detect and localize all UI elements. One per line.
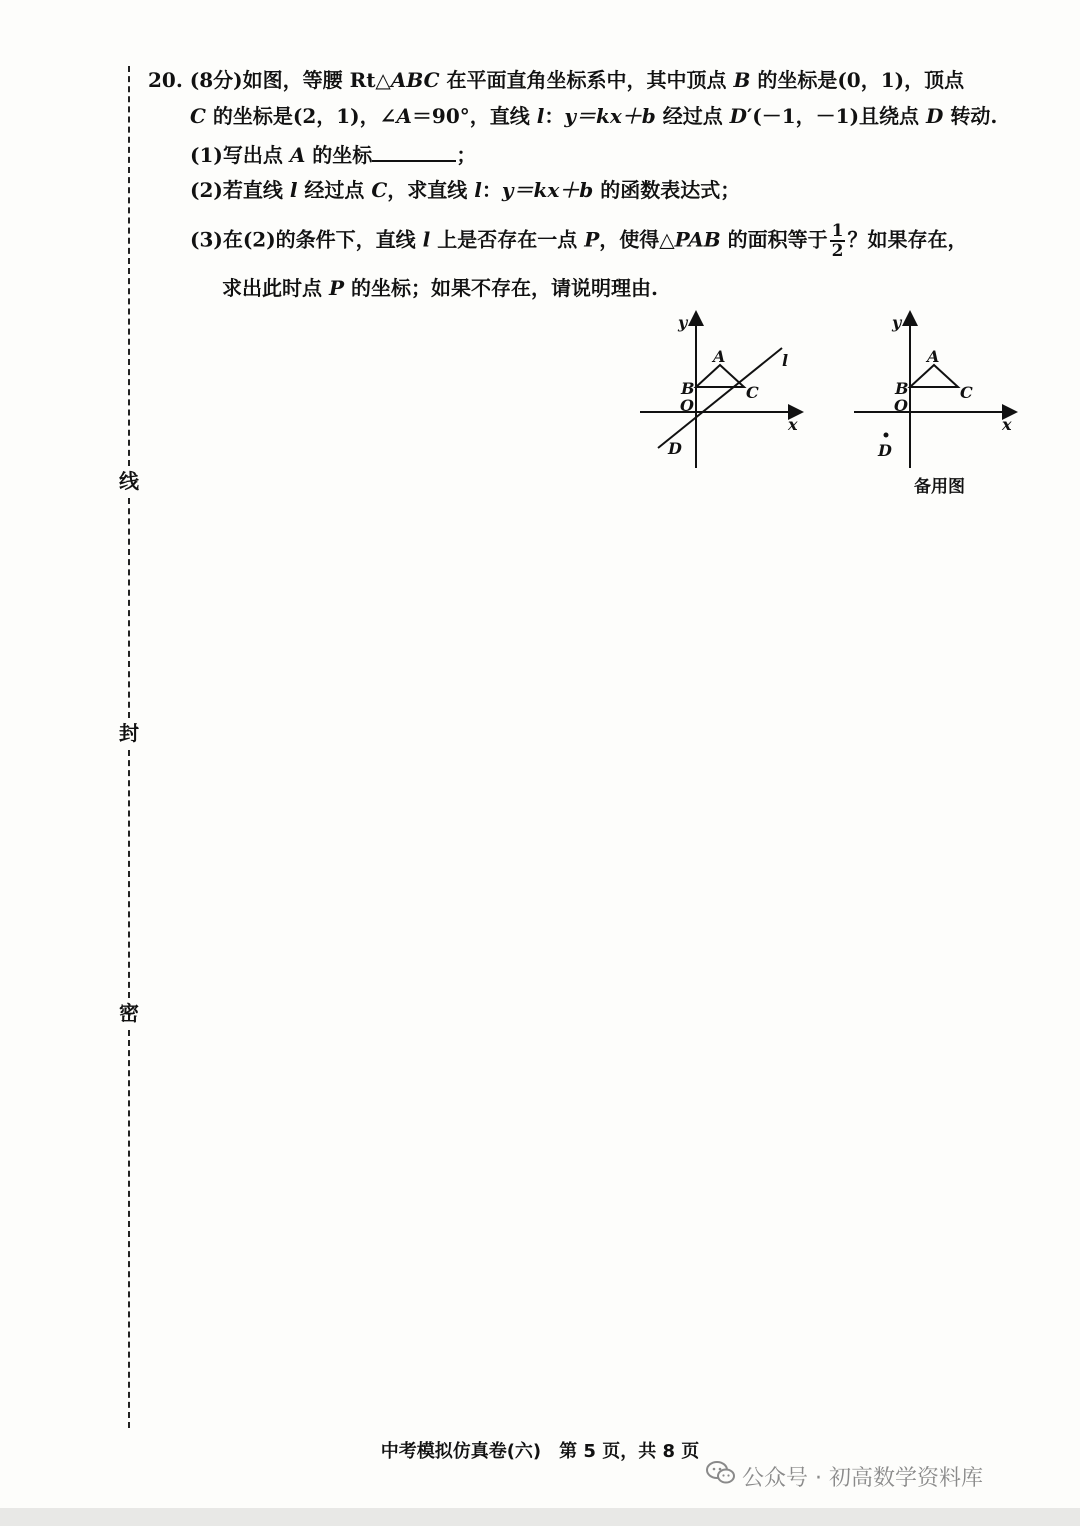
- question-number: 20.: [148, 68, 183, 92]
- label-b: B: [681, 379, 695, 398]
- triangle-abc: [910, 365, 958, 387]
- question-part-1: (1)写出点 A 的坐标 ；: [190, 140, 476, 169]
- binding-dashed-line: [128, 1030, 130, 1428]
- figure-1: [636, 310, 816, 470]
- binding-char-feng: 封: [116, 720, 142, 746]
- binding-dashed-line: [128, 66, 130, 466]
- wechat-icon: [706, 1460, 736, 1492]
- label-b: B: [895, 379, 909, 398]
- point-d: [884, 433, 889, 438]
- answer-blank[interactable]: [372, 140, 456, 162]
- figure-2-backup: [850, 310, 1030, 470]
- question-part-2: (2)若直线 l 经过点 C，求直线 l：y＝kx＋b 的函数表达式；: [190, 178, 741, 202]
- label-o: O: [680, 396, 694, 415]
- label-x: x: [788, 415, 798, 434]
- question-part-3-line-2: 求出此时点 P 的坐标；如果不存在，请说明理由.: [222, 276, 658, 300]
- label-l: l: [782, 351, 789, 370]
- label-d: D: [878, 441, 892, 460]
- label-a: A: [713, 347, 726, 366]
- question-line-2: C 的坐标是(2，1)，∠A＝90°，直线 l：y＝kx＋b 经过点 D′(－1，－1)且绕点 D 转动.: [190, 104, 998, 128]
- label-a: A: [927, 347, 940, 366]
- label-y: y: [678, 313, 688, 332]
- label-y: y: [892, 313, 902, 332]
- watermark-text: 公众号 · 初高数学资料库: [742, 1465, 983, 1491]
- label-x: x: [1002, 415, 1012, 434]
- question-line-1: 20. (8分)如图，等腰 Rt△ABC 在平面直角坐标系中，其中顶点 B 的坐标是(0，1)，顶点: [148, 68, 965, 92]
- binding-char-xian: 线: [116, 468, 142, 494]
- watermark: [706, 1460, 983, 1492]
- binding-dashed-line: [128, 498, 130, 718]
- label-c: C: [960, 383, 973, 402]
- label-o: O: [894, 396, 908, 415]
- question-part-3: (3)在(2)的条件下，直线 l 上是否存在一点 P，使得△PAB 的面积等于 $\frac{1}{2}$ ？如果存在，: [190, 221, 968, 261]
- page-footer: 中考模拟仿真卷(六) 第 5 页，共 8 页: [380, 1441, 700, 1462]
- fraction-one-half: $\frac{1}{2}$: [831, 221, 844, 261]
- label-d: D: [668, 439, 682, 458]
- figure-2-caption: 备用图: [914, 477, 965, 497]
- label-c: C: [746, 383, 759, 402]
- scan-bottom-edge: [0, 1508, 1080, 1526]
- binding-char-mi: 密: [116, 1000, 142, 1026]
- binding-dashed-line: [128, 750, 130, 998]
